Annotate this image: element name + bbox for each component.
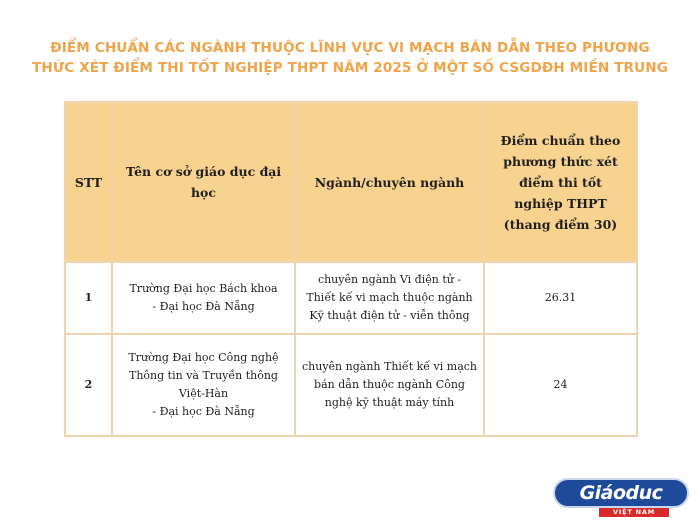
row-school-line: Trường Đại học Bách khoa: [129, 282, 278, 295]
table-header-row: [65, 102, 637, 262]
table-row: [65, 334, 637, 436]
row-major: chuyên ngành Thiết kế vi mạch bán dẫn thuộc ngành Công nghệ kỹ thuật máy tính: [295, 334, 484, 436]
page-title-line-2: THỨC XÉT ĐIỂM THI TỐT NGHIỆP THPT NĂM 2025 Ở MỘT SỐ CSGDĐH MIỀN TRUNG: [32, 60, 668, 76]
row-school-line: Thông tin và Truyền thông: [129, 369, 278, 382]
row-school: [112, 262, 295, 334]
header-score: Điểm chuẩn theo phương thức xét điểm thi tốt nghiệp THPT (thang điểm 30): [484, 102, 637, 262]
header-school: Tên cơ sở giáo dục đại học: [112, 102, 295, 262]
header-stt: STT: [65, 102, 112, 262]
row-school-line: Việt-Hàn: [178, 387, 229, 400]
row-school-line: Trường Đại học Công nghệ: [128, 351, 279, 364]
row-school: [112, 334, 295, 436]
giaoduc-logo: [553, 478, 689, 518]
logo-subtitle: VIỆT NAM: [599, 508, 669, 517]
row-stt: 1: [65, 262, 112, 334]
header-major: Ngành/chuyên ngành: [295, 102, 484, 262]
admission-scores-table: [64, 101, 638, 437]
row-major: chuyên ngành Vi điện tử - Thiết kế vi mạch thuộc ngành Kỹ thuật điện tử - viễn thông: [295, 262, 484, 334]
row-score: 26.31: [484, 262, 637, 334]
row-stt: 2: [65, 334, 112, 436]
row-school-line: - Đại học Đà Nẵng: [152, 300, 255, 313]
page-title: [20, 38, 680, 78]
row-school-line: - Đại học Đà Nẵng: [152, 405, 255, 418]
table-row: [65, 262, 637, 334]
logo-wordmark: Giáoduc: [553, 478, 689, 508]
row-score: 24: [484, 334, 637, 436]
page-title-line-1: ĐIỂM CHUẨN CÁC NGÀNH THUỘC LĨNH VỰC VI MẠCH BÁN DẪN THEO PHƯƠNG: [50, 40, 650, 56]
